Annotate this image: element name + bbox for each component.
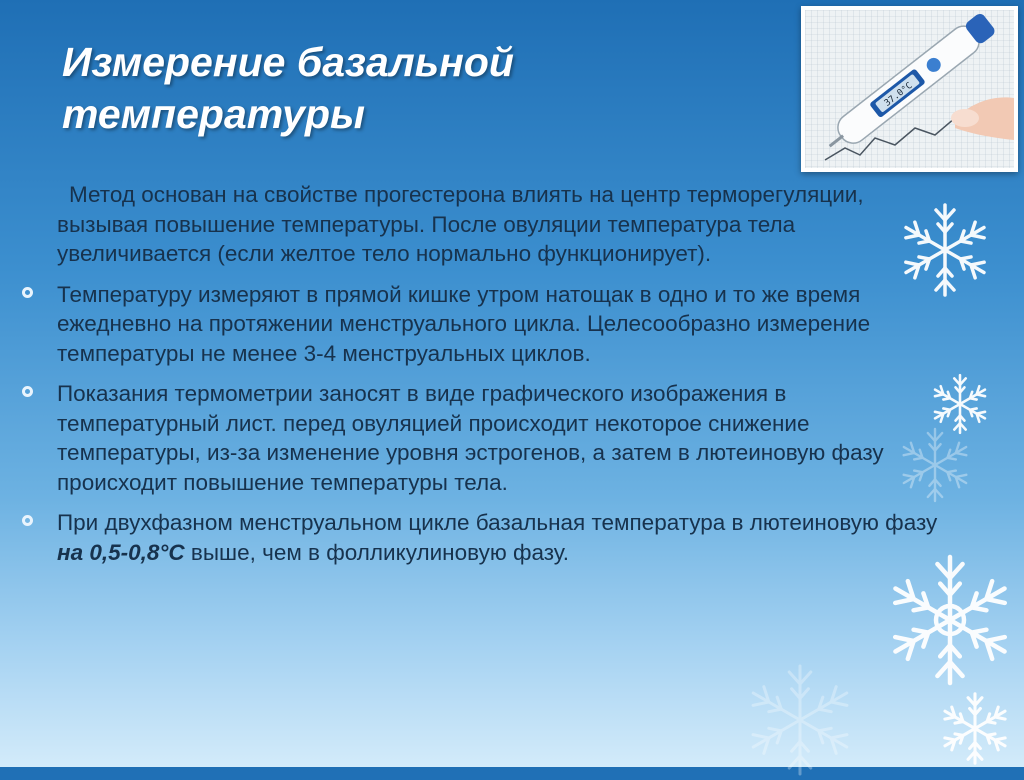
list-item-text: Показания термометрии заносят в виде графического изображения в температурный лист. перед овуляцией происходит некоторое снижение температуры, из-за изменение уровня эстрогенов, а затем в лютеиновую фазу происходит повышение температуры тела. <box>57 381 884 495</box>
bullet-icon <box>22 287 33 298</box>
intro-paragraph <box>22 180 942 269</box>
bullet-icon <box>22 515 33 526</box>
list-item-text-start: При двухфазном менструальном цикле базальная температура в лютеиновую фазу <box>57 510 938 535</box>
list-item-text: Температуру измеряют в прямой кишке утром натощак в одно и то же время ежедневно на протяжении менструального цикла. Целесообразно измерение температуры не менее 3-4 менструальных циклов. <box>57 281 871 366</box>
list-item <box>22 379 942 497</box>
title-line-2: температуры <box>62 91 366 137</box>
list-item-text-end: выше, чем в фолликулиновую фазу. <box>184 539 570 565</box>
slide-content <box>22 180 942 578</box>
highlighted-value: на 0,5-0,8°С <box>57 539 185 565</box>
thermometer-photo <box>801 6 1018 172</box>
bullet-icon <box>22 386 33 397</box>
list-item <box>22 280 942 369</box>
snowflake-icon <box>740 660 860 780</box>
thermometer-reading: 37.0°C <box>882 80 915 109</box>
list-item <box>22 508 942 567</box>
slide-title <box>62 36 762 140</box>
snowflake-icon <box>935 690 1015 767</box>
title-line-1: Измерение базальной <box>62 39 514 85</box>
intro-text: Метод основан на свойстве прогестерона влиять на центр терморегуляции, вызывая повышение температуры. После овуляции температура тела увеличивается (если желтое тело нормально функционирует). <box>57 182 864 266</box>
